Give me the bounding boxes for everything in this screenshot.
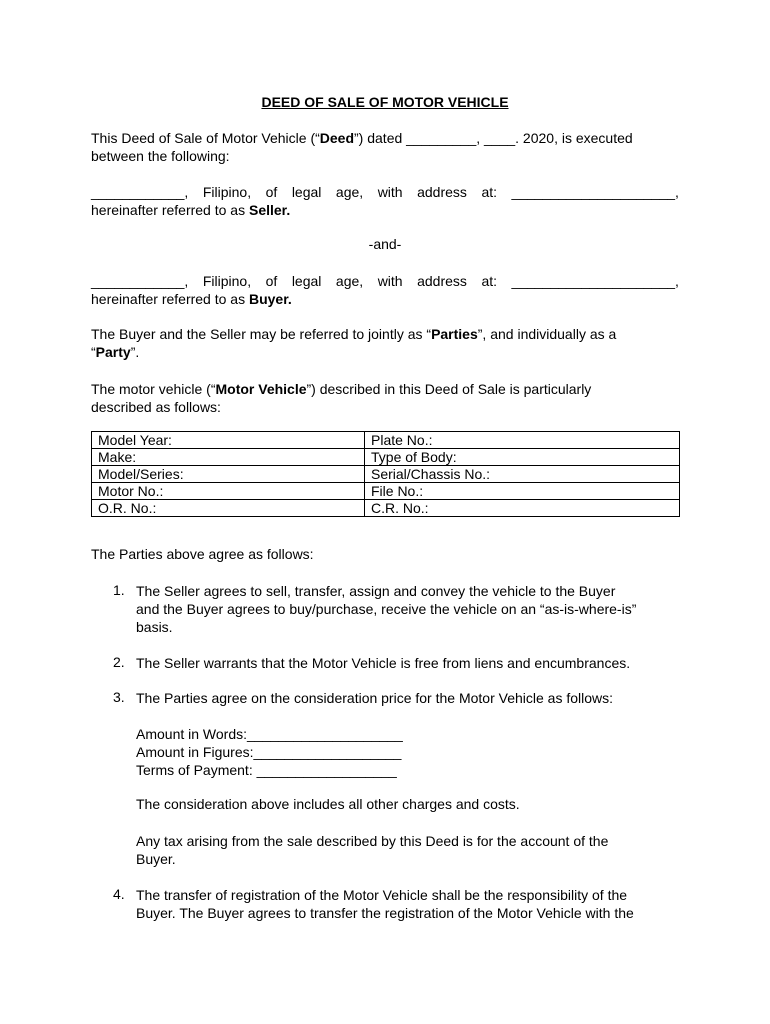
list-number: 2. bbox=[113, 654, 125, 670]
table-cell: Make: bbox=[92, 449, 365, 466]
price-block bbox=[136, 725, 679, 779]
table-cell: Model Year: bbox=[92, 432, 365, 449]
list-item-line: The Seller agrees to sell, transfer, assign and convey the vehicle to the Buyer bbox=[136, 583, 616, 599]
vehicle-text: ”) described in this Deed of Sale is particularly bbox=[306, 381, 592, 397]
document-title: DEED OF SALE OF MOTOR VEHICLE bbox=[261, 94, 509, 110]
parties-text: “ bbox=[91, 344, 96, 360]
and-separator: -and- bbox=[368, 236, 402, 252]
seller-paragraph bbox=[91, 183, 679, 219]
buyer-ref-text: hereinafter referred to as bbox=[91, 291, 249, 307]
parties-term: Parties bbox=[431, 326, 478, 342]
buyer-word: at: bbox=[481, 273, 498, 289]
table-cell: O.R. No.: bbox=[92, 500, 365, 517]
parties-text: ”. bbox=[130, 344, 140, 360]
list-item bbox=[136, 654, 679, 672]
vehicle-details-table bbox=[91, 431, 680, 517]
table-cell: File No.: bbox=[365, 483, 680, 500]
seller-word: at: bbox=[481, 184, 498, 200]
seller-word: age, bbox=[335, 184, 364, 200]
intro-text-date: ”) dated _________, ____. 2020, is executed bbox=[354, 130, 633, 146]
list-item bbox=[136, 689, 679, 707]
buyer-word: legal bbox=[291, 273, 322, 289]
intro-line2: between the following: bbox=[91, 148, 230, 164]
parties-text: ”, and individually as a bbox=[477, 326, 617, 342]
agree-heading: The Parties above agree as follows: bbox=[91, 546, 314, 562]
vehicle-paragraph bbox=[91, 380, 679, 416]
list-item-line: and the Buyer agrees to buy/purchase, receive the vehicle on an “as-is-where-is” bbox=[136, 601, 637, 617]
buyer-paragraph bbox=[91, 272, 679, 308]
seller-word: of bbox=[265, 184, 278, 200]
list-item-line: The Parties agree on the consideration price for the Motor Vehicle as follows: bbox=[136, 690, 614, 706]
tax-line: Buyer. bbox=[136, 851, 176, 867]
buyer-word: age, bbox=[335, 273, 364, 289]
charges-note: The consideration above includes all other charges and costs. bbox=[136, 796, 520, 812]
list-item bbox=[136, 886, 679, 922]
table-row bbox=[92, 449, 680, 466]
table-row bbox=[92, 432, 680, 449]
vehicle-line2: described as follows: bbox=[91, 399, 221, 415]
list-item bbox=[136, 582, 679, 636]
seller-word: Filipino, bbox=[202, 184, 252, 200]
buyer-word: with bbox=[377, 273, 403, 289]
buyer-word: address bbox=[417, 273, 467, 289]
seller-role: Seller. bbox=[248, 202, 291, 218]
vehicle-text: The motor vehicle (“ bbox=[91, 381, 216, 397]
buyer-role: Buyer. bbox=[248, 291, 292, 307]
table-cell: Plate No.: bbox=[365, 432, 680, 449]
parties-paragraph bbox=[91, 325, 679, 361]
table-cell: Model/Series: bbox=[92, 466, 365, 483]
table-row bbox=[92, 500, 680, 517]
buyer-word: of bbox=[265, 273, 278, 289]
table-cell: Motor No.: bbox=[92, 483, 365, 500]
seller-address-blank: _____________________, bbox=[511, 184, 679, 200]
tax-line: Any tax arising from the sale described by this Deed is for the account of the bbox=[136, 833, 609, 849]
seller-word: address bbox=[417, 184, 467, 200]
list-item-line: basis. bbox=[136, 619, 173, 635]
tax-note bbox=[136, 832, 679, 868]
buyer-address-blank: _____________________, bbox=[511, 273, 679, 289]
deed-term: Deed bbox=[319, 130, 355, 146]
terms-of-payment-field: Terms of Payment: __________________ bbox=[136, 762, 397, 778]
intro-paragraph bbox=[91, 129, 679, 165]
motor-vehicle-term: Motor Vehicle bbox=[215, 381, 307, 397]
list-item-line: Buyer. The Buyer agrees to transfer the registration of the Motor Vehicle with the bbox=[136, 905, 634, 921]
seller-name-blank: ____________, bbox=[91, 184, 189, 200]
list-item-line: The transfer of registration of the Motor Vehicle shall be the responsibility of the bbox=[136, 887, 628, 903]
list-number: 1. bbox=[113, 582, 125, 598]
table-cell: Type of Body: bbox=[365, 449, 680, 466]
buyer-word: Filipino, bbox=[202, 273, 252, 289]
buyer-name-blank: ____________, bbox=[91, 273, 189, 289]
intro-text: This Deed of Sale of Motor Vehicle (“ bbox=[91, 130, 320, 146]
party-term: Party bbox=[95, 344, 131, 360]
table-cell: Serial/Chassis No.: bbox=[365, 466, 680, 483]
list-item-line: The Seller warrants that the Motor Vehicle is free from liens and encumbrances. bbox=[136, 655, 631, 671]
table-row bbox=[92, 483, 680, 500]
seller-ref-text: hereinafter referred to as bbox=[91, 202, 249, 218]
table-row bbox=[92, 466, 680, 483]
seller-word: legal bbox=[291, 184, 322, 200]
table-cell: C.R. No.: bbox=[365, 500, 680, 517]
parties-text: The Buyer and the Seller may be referred to jointly as “ bbox=[91, 326, 432, 342]
seller-word: with bbox=[377, 184, 403, 200]
list-number: 4. bbox=[113, 886, 125, 902]
amount-in-figures-field: Amount in Figures:___________________ bbox=[136, 744, 402, 760]
amount-in-words-field: Amount in Words:____________________ bbox=[136, 726, 403, 742]
list-number: 3. bbox=[113, 689, 125, 705]
